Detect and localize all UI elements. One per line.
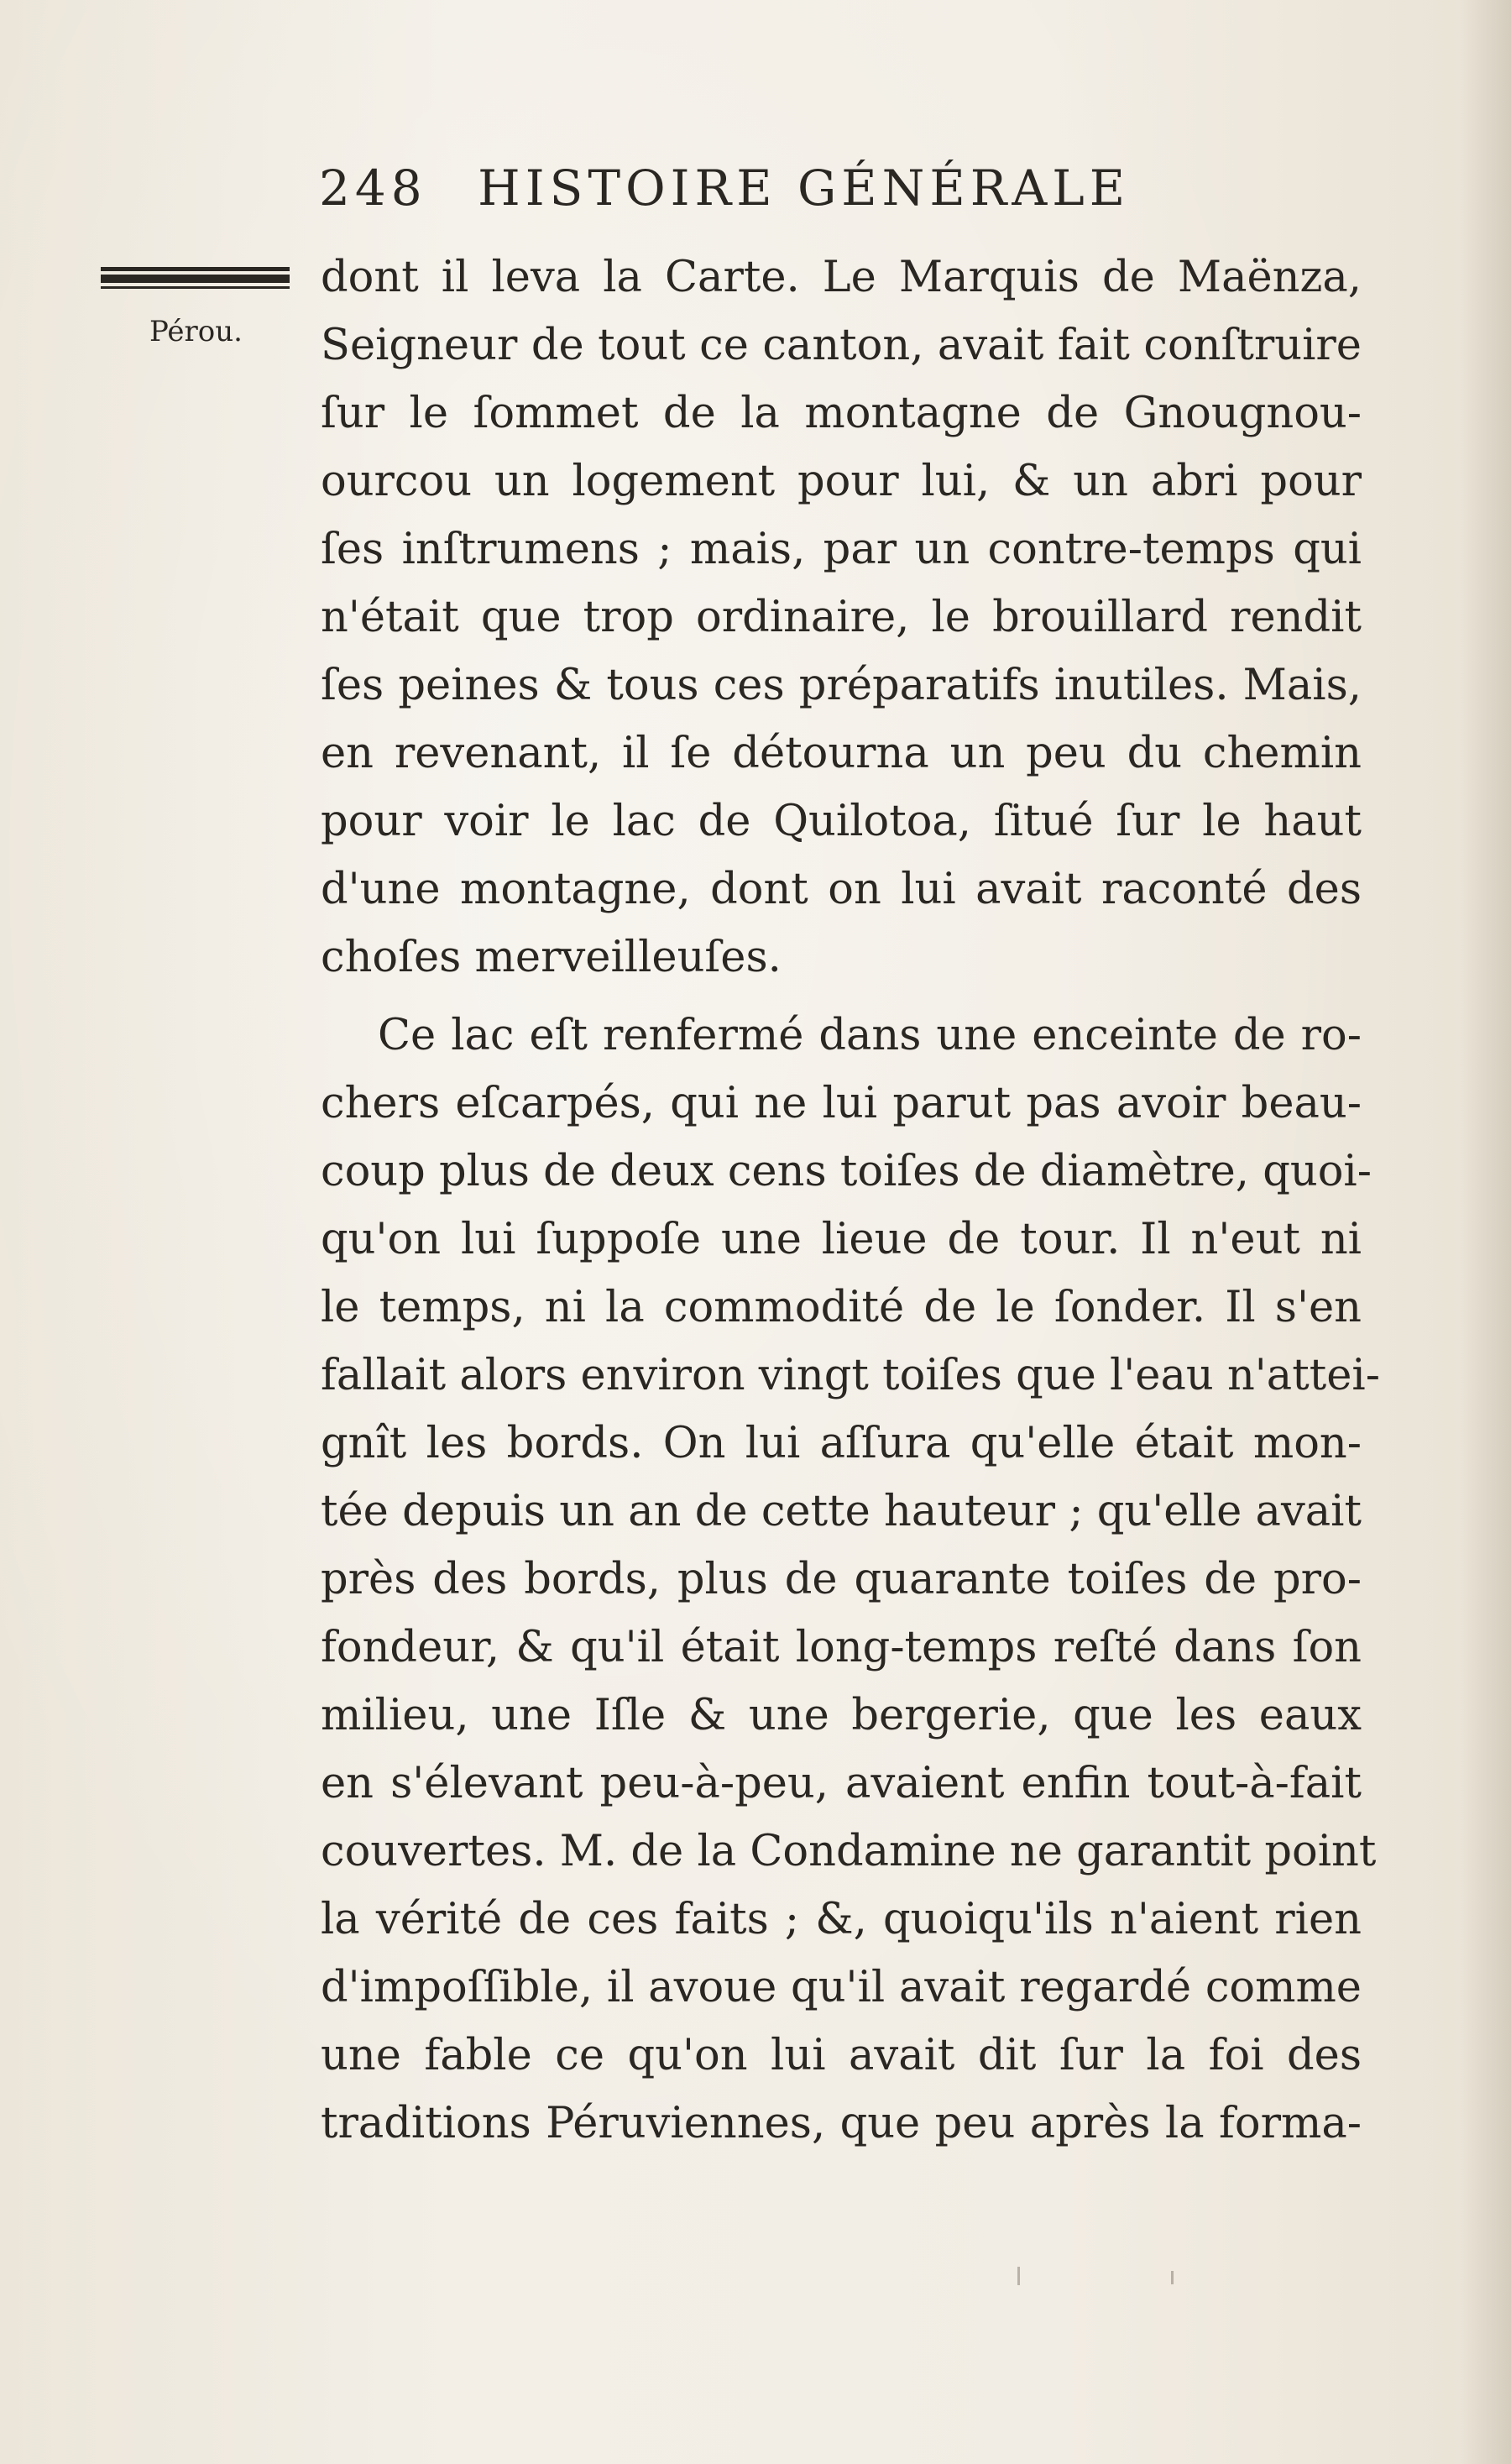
text-line: couvertes. M. de la Condamine ne garantit point (321, 1827, 1377, 1876)
text-line: chers eſcarpés, qui ne lui parut pas avoir beau- (321, 1079, 1362, 1128)
paper-speck (1017, 2267, 1020, 2285)
paragraph-1 (321, 243, 1362, 991)
running-head (319, 160, 1242, 227)
text-line: près des bords, plus de quarante toiſes de pro- (321, 1555, 1362, 1604)
text-line: tée depuis un an de cette hauteur ; qu'elle avait (321, 1487, 1362, 1536)
page-edge-shadow (1461, 0, 1511, 2464)
text-line: en revenant, il ſe détourna un peu du chemin (321, 729, 1362, 778)
text-line: ourcou un logement pour lui, & un abri pour (321, 457, 1362, 506)
text-line: fondeur, & qu'il était long-temps reſté dans ſon (321, 1623, 1362, 1672)
text-line: qu'on lui ſuppoſe une lieue de tour. Il n'eut ni (321, 1215, 1362, 1264)
text-line: Seigneur de tout ce canton, avait fait conſtruire (321, 321, 1362, 370)
text-line: d'une montagne, dont on lui avait raconté des (321, 865, 1362, 914)
text-line: milieu, une Iſle & une bergerie, que les eaux (321, 1691, 1362, 1740)
text-line: une fable ce qu'on lui avait dit ſur la foi des (321, 2031, 1362, 2080)
text-line: pour voir le lac de Quilotoa, ſitué ſur le haut (321, 797, 1362, 846)
text-line: ſes inſtrumens ; mais, par un contre-temps qui (321, 525, 1362, 574)
page-number: 248 (319, 160, 427, 217)
marginal-rule-top-bar (101, 267, 290, 271)
text-line: ſes peines & tous ces préparatifs inutiles. Mais, (321, 661, 1362, 710)
paragraph-gap (321, 991, 1362, 1002)
text-line: coup plus de deux cens toiſes de diamètre, quoi- (321, 1147, 1372, 1196)
text-line: traditions Péruviennes, que peu après la forma- (321, 2099, 1362, 2148)
text-block (321, 243, 1380, 2158)
text-line: Ce lac eſt renfermé dans une enceinte de ro- (378, 1011, 1362, 1060)
text-line: fallait alors environ vingt toiſes que l'eau n'attei- (321, 1351, 1380, 1400)
marginal-rule (101, 267, 290, 289)
text-line: choſes merveilleuſes. (321, 933, 782, 982)
marginal-rule-thick-bar (101, 275, 290, 283)
text-line: n'était que trop ordinaire, le brouillard rendit (321, 593, 1362, 642)
text-line: gnît les bords. On lui aſſura qu'elle était mon- (321, 1419, 1362, 1468)
marginal-note: Pérou. (149, 315, 243, 348)
running-title: HISTOIRE GÉNÉRALE (478, 160, 1131, 217)
paper-speck (1171, 2271, 1174, 2284)
marginal-rule-bottom-bar (101, 286, 290, 289)
text-line: la vérité de ces faits ; &, quoiqu'ils n'aient rien (321, 1895, 1362, 1944)
text-line: ſur le ſommet de la montagne de Gnougnou- (321, 389, 1362, 438)
text-line: d'impoſſible, il avoue qu'il avait regardé comme (321, 1963, 1362, 2012)
text-line: dont il leva la Carte. Le Marquis de Maënza, (321, 253, 1362, 302)
paragraph-2 (321, 1002, 1380, 2158)
text-line: le temps, ni la commodité de le ſonder. Il s'en (321, 1283, 1362, 1332)
text-line: en s'élevant peu-à-peu, avaient enfin tout-à-fait (321, 1759, 1362, 1808)
